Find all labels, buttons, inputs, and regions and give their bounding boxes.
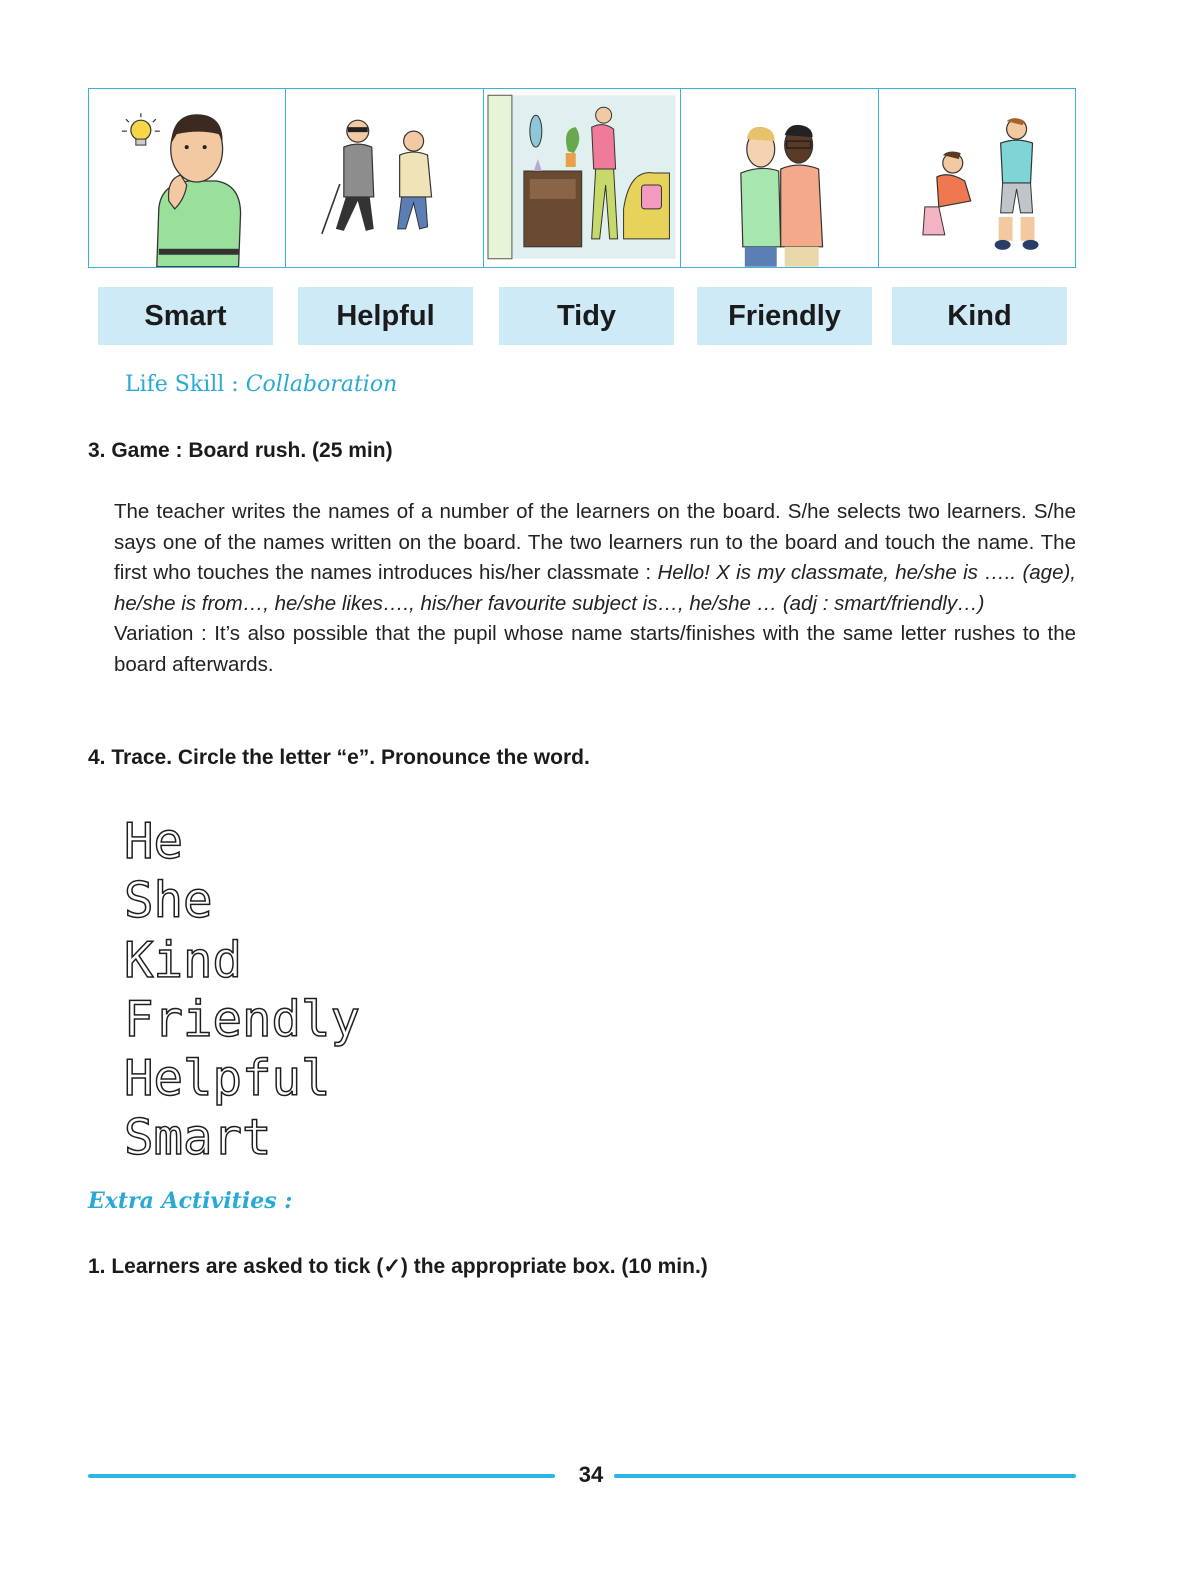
illustration-helpful <box>286 89 483 267</box>
illustration-smart <box>89 89 286 267</box>
activity-4-heading: 4. Trace. Circle the letter “e”. Pronounce the word. <box>88 746 590 769</box>
illustration-tidy <box>484 89 681 267</box>
label-row <box>98 287 1068 345</box>
trace-word[interactable]: She <box>124 872 213 930</box>
illustration-kind <box>879 89 1075 267</box>
activity-3-body <box>114 497 1076 680</box>
trace-words <box>124 812 360 1168</box>
activity-3-text: The teacher writes the names of a number of the learners on the board. S/he selects two learners. S/he says one of the names written on the board. The two learners run to the board and touch the name. The first who touches the names introduces his/her classmate : <box>114 500 1076 584</box>
activity-3-example: Hello! X is my classmate, he/she is ….. (age), he/she is from…, he/she likes…., his/her favourite subject is…, he/she … (adj : smart/friendly…) <box>114 561 1076 615</box>
tying-shoelace-image <box>879 89 1075 267</box>
extra-activities-title: Extra Activities : <box>88 1188 293 1214</box>
two-friends-image <box>681 89 877 267</box>
trace-word[interactable]: He <box>124 813 184 870</box>
life-skill-label: Life Skill : <box>125 372 246 397</box>
label-tidy: Tidy <box>499 287 674 345</box>
life-skill-note <box>125 372 397 397</box>
trace-word[interactable]: Kind <box>124 931 243 989</box>
activity-3-instructions <box>114 497 1076 619</box>
label-kind: Kind <box>892 287 1067 345</box>
illustration-strip <box>88 88 1076 268</box>
lightbulb-icon <box>122 113 160 145</box>
thinking-man-image <box>89 89 285 267</box>
tidying-room-image <box>484 89 680 267</box>
life-skill-value: Collaboration <box>245 372 398 397</box>
trace-word[interactable]: Friendly <box>124 990 361 1048</box>
helping-blind-man-image <box>286 89 482 267</box>
activity-3-variation: Variation : It’s also possible that the pupil whose name starts/finishes with the same letter rushes to the board afterwards. <box>114 622 1076 676</box>
trace-word[interactable]: Smart <box>124 1109 272 1167</box>
label-smart: Smart <box>98 287 273 345</box>
label-friendly: Friendly <box>697 287 872 345</box>
extra-activity-1: 1. Learners are asked to tick (✓) the appropriate box. (10 min.) <box>88 1255 708 1278</box>
label-helpful: Helpful <box>298 287 473 345</box>
activity-3-heading: 3. Game : Board rush. (25 min) <box>88 439 393 462</box>
illustration-friendly <box>681 89 878 267</box>
page-number: 34 <box>578 1462 604 1487</box>
trace-word[interactable]: Helpful <box>124 1050 331 1108</box>
